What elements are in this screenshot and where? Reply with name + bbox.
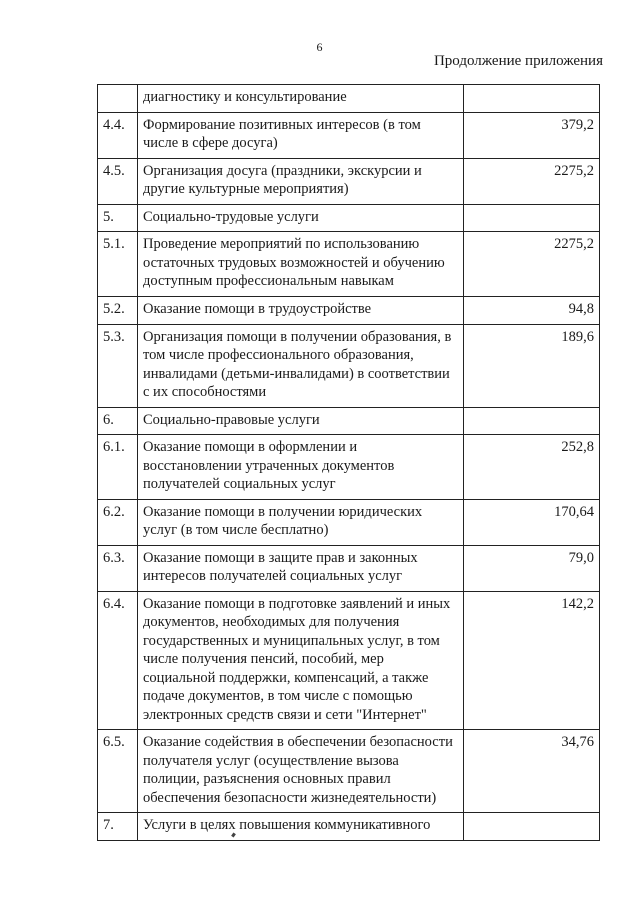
table-row: [98, 435, 600, 500]
row-service-name: Услуги в целях повышения коммуникативного: [138, 813, 464, 841]
row-value: 170,64: [464, 499, 600, 545]
row-number: 6.: [98, 407, 138, 435]
table-row: [98, 85, 600, 113]
page-number: 6: [316, 40, 323, 54]
row-service-name: диагностику и консультирование: [138, 85, 464, 113]
row-value: 94,8: [464, 297, 600, 325]
row-number: 6.3.: [98, 545, 138, 591]
row-number: 4.4.: [98, 112, 138, 158]
row-value: 79,0: [464, 545, 600, 591]
row-service-name: Оказание помощи в защите прав и законных интересов получателей социальных услуг: [138, 545, 464, 591]
row-value: 379,2: [464, 112, 600, 158]
table-row: [98, 232, 600, 297]
row-service-name: Оказание помощи в подготовке заявлений и иных документов, необходимых для получения государственных и муниципальных услуг, в том числе получения пенсий, пособий, мер социальной поддержки, компенсаций, а также подаче документов, в том числе с помощью электронных средств связи и сети "Интернет": [138, 591, 464, 730]
row-service-name: Формирование позитивных интересов (в том числе в сфере досуга): [138, 112, 464, 158]
table-row: [98, 297, 600, 325]
row-service-name: Социально-правовые услуги: [138, 407, 464, 435]
row-number: 5.: [98, 204, 138, 232]
row-number: 4.5.: [98, 158, 138, 204]
row-value: [464, 407, 600, 435]
table-row: [98, 158, 600, 204]
row-service-name: Оказание помощи в оформлении и восстановлении утраченных документов получателей социальных услуг: [138, 435, 464, 500]
table-row: [98, 545, 600, 591]
table-row: [98, 730, 600, 813]
table-row: [98, 591, 600, 730]
continuation-caption: Продолжение приложения: [433, 53, 603, 69]
table-row: [98, 813, 600, 841]
row-service-name: Оказание помощи в трудоустройстве: [138, 297, 464, 325]
row-value: 34,76: [464, 730, 600, 813]
table-body: [98, 85, 600, 841]
table-row: [98, 112, 600, 158]
table-row: [98, 204, 600, 232]
table-row: [98, 407, 600, 435]
row-service-name: Оказание содействия в обеспечении безопасности получателя услуг (осуществление вызова полиции, разъяснения основных правил обеспечения безопасности жизнедеятельности): [138, 730, 464, 813]
row-service-name: Проведение мероприятий по использованию остаточных трудовых возможностей и обучению доступным профессиональным навыкам: [138, 232, 464, 297]
row-number: 5.2.: [98, 297, 138, 325]
row-number: 5.1.: [98, 232, 138, 297]
row-value: [464, 204, 600, 232]
row-service-name: Организация помощи в получении образования, в том числе профессионального образования, инвалидами (детьми-инвалидами) в соответствии с их способностями: [138, 324, 464, 407]
row-service-name: Оказание помощи в получении юридических услуг (в том числе бесплатно): [138, 499, 464, 545]
row-number: 5.3.: [98, 324, 138, 407]
row-value: 2275,2: [464, 158, 600, 204]
row-number: [98, 85, 138, 113]
row-value: 142,2: [464, 591, 600, 730]
row-number: 6.2.: [98, 499, 138, 545]
row-service-name: Организация досуга (праздники, экскурсии и другие культурные мероприятия): [138, 158, 464, 204]
row-value: [464, 813, 600, 841]
row-number: 7.: [98, 813, 138, 841]
row-number: 6.5.: [98, 730, 138, 813]
row-number: 6.1.: [98, 435, 138, 500]
row-value: 189,6: [464, 324, 600, 407]
row-value: 2275,2: [464, 232, 600, 297]
row-value: 252,8: [464, 435, 600, 500]
services-table: [97, 84, 600, 841]
table-row: [98, 499, 600, 545]
table-row: [98, 324, 600, 407]
row-value: [464, 85, 600, 113]
row-number: 6.4.: [98, 591, 138, 730]
row-service-name: Социально-трудовые услуги: [138, 204, 464, 232]
